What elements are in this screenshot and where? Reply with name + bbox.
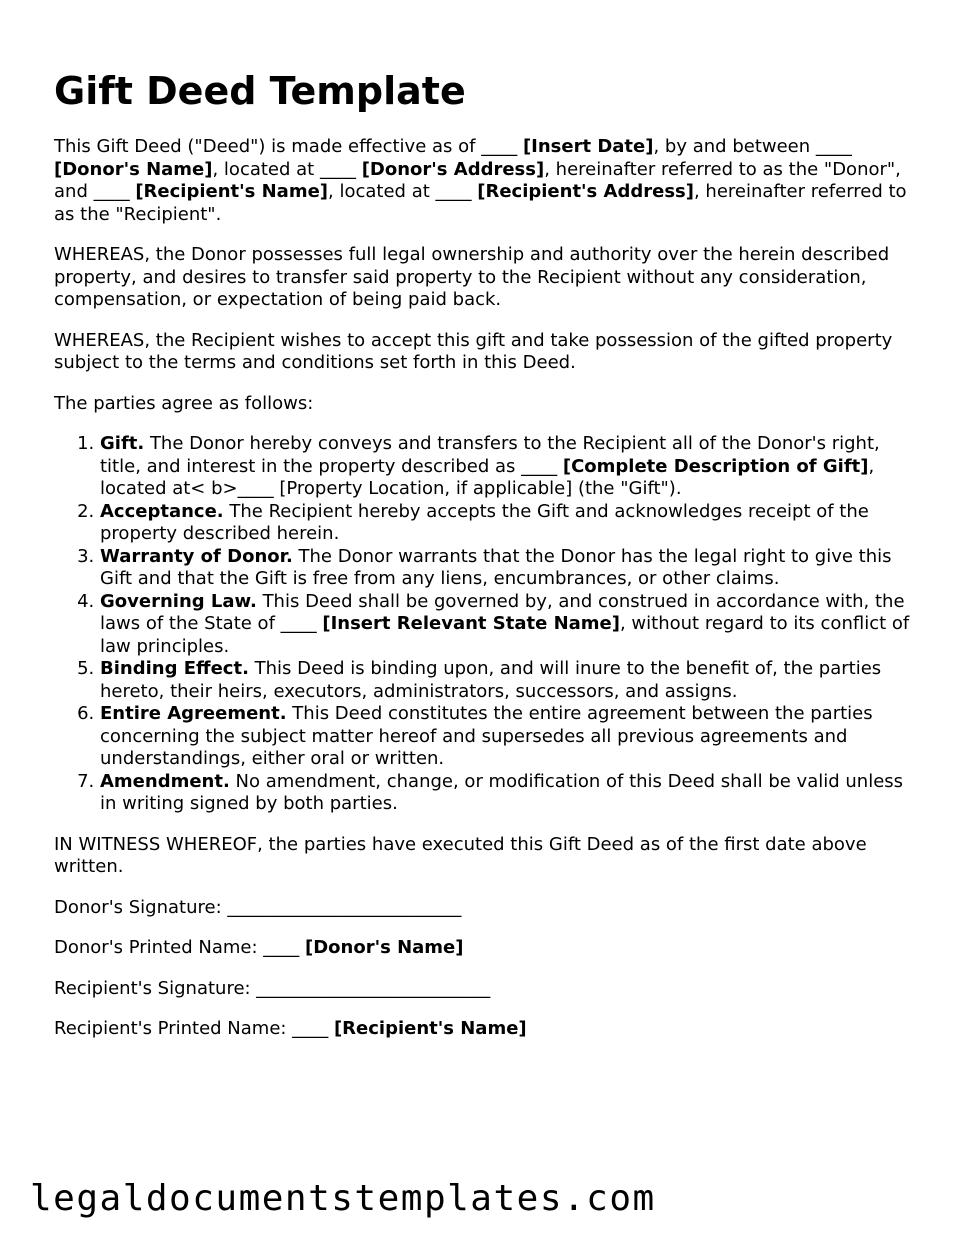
clause-gift bbox=[100, 433, 914, 501]
witness-paragraph: IN WITNESS WHEREOF, the parties have executed this Gift Deed as of the first date above written. bbox=[54, 833, 867, 877]
clause-text: This Deed constitutes the entire agreement between the parties concerning the subject matter hereof and supersedes all previous agreements and understandings, either oral or written. bbox=[100, 703, 873, 769]
clause-heading: Binding Effect. bbox=[100, 658, 249, 679]
intro-text-4: , hereinafter referred to as the "Donor", and ____ bbox=[54, 158, 901, 202]
clause-text: This Deed shall be governed by, and construed in accordance with, the laws of the State of ____ bbox=[100, 590, 905, 634]
intro-text-3: , located at ____ bbox=[212, 158, 362, 180]
clause-list bbox=[54, 433, 914, 816]
state-name-placeholder: [Insert Relevant State Name] bbox=[322, 613, 620, 634]
recipient-printed-name-line bbox=[54, 1018, 914, 1041]
clause-heading: Entire Agreement. bbox=[100, 703, 287, 724]
clause-binding-effect bbox=[100, 658, 914, 703]
clause-warranty bbox=[100, 546, 914, 591]
gift-description-placeholder: [Complete Description of Gift] bbox=[562, 455, 869, 477]
clause-text: The Recipient hereby accepts the Gift and acknowledges receipt of the property described herein. bbox=[100, 500, 869, 544]
clause-heading: Acceptance. bbox=[100, 500, 224, 522]
intro-recipient-address-placeholder: [Recipient's Address] bbox=[477, 181, 694, 202]
intro-recipient-name-placeholder: [Recipient's Name] bbox=[135, 181, 329, 202]
clause-text: , located at< b>____ [Property Location, if applicable] (the "Gift"). bbox=[100, 455, 875, 499]
intro-text-2: , by and between ____ bbox=[653, 136, 852, 157]
clause-entire-agreement bbox=[100, 703, 914, 771]
donor-signature-line: Donor's Signature: __________________________ bbox=[54, 896, 462, 918]
clause-governing-law bbox=[100, 591, 914, 659]
recipient-printed-name-placeholder: [Recipient's Name] bbox=[333, 1018, 527, 1039]
recipient-signature-line: Recipient's Signature: __________________________ bbox=[54, 977, 491, 999]
clause-heading: Governing Law. bbox=[100, 590, 257, 612]
whereas-recipient-paragraph: WHEREAS, the Recipient wishes to accept this gift and take possession of the gifted property subject to the terms and conditions set forth in this Deed. bbox=[54, 329, 893, 373]
clause-heading: Warranty of Donor. bbox=[100, 545, 293, 567]
whereas-donor-paragraph: WHEREAS, the Donor possesses full legal ownership and authority over the herein described property, and desires to transfer said property to the Recipient without any consideration, compensation, or expectation of being paid back. bbox=[54, 244, 890, 310]
clause-text: The Donor hereby conveys and transfers to the Recipient all of the Donor's right, title, and interest in the property described as ____ bbox=[100, 433, 880, 477]
document-page bbox=[54, 66, 914, 1059]
donor-printed-name-placeholder: [Donor's Name] bbox=[304, 937, 464, 958]
intro-text-6: , hereinafter referred to as the "Recipient". bbox=[54, 181, 907, 225]
intro-text-5: , located at ____ bbox=[328, 181, 478, 202]
agreement-intro: The parties agree as follows: bbox=[54, 392, 314, 414]
clause-text: The Donor warrants that the Donor has the legal right to give this Gift and that the Gift is free from any liens, encumbrances, or other claims. bbox=[100, 545, 892, 589]
recipient-printed-name-label: Recipient's Printed Name: ____ bbox=[54, 1018, 334, 1039]
donor-printed-name-line bbox=[54, 937, 914, 960]
clause-heading: Amendment. bbox=[100, 770, 230, 792]
intro-paragraph bbox=[54, 136, 914, 226]
donor-printed-name-label: Donor's Printed Name: ____ bbox=[54, 937, 305, 958]
clause-text: No amendment, change, or modification of this Deed shall be valid unless in writing signed by both parties. bbox=[100, 770, 904, 814]
clause-text: This Deed is binding upon, and will inure to the benefit of, the parties hereto, their heirs, executors, administrators, successors, and assigns. bbox=[100, 658, 882, 702]
clause-amendment bbox=[100, 771, 914, 816]
clause-acceptance bbox=[100, 501, 914, 546]
intro-donor-address-placeholder: [Donor's Address] bbox=[361, 158, 545, 180]
intro-date-placeholder: [Insert Date] bbox=[522, 136, 654, 157]
intro-donor-name-placeholder: [Donor's Name] bbox=[54, 158, 213, 180]
clause-heading: Gift. bbox=[100, 433, 145, 454]
intro-text-1: This Gift Deed ("Deed") is made effective as of ____ bbox=[54, 136, 523, 157]
footer-brand-text: legaldocumentstemplates.com bbox=[30, 1178, 656, 1219]
clause-text: , without regard to its conflict of law principles. bbox=[100, 613, 910, 657]
document-title: Gift Deed Template bbox=[54, 69, 466, 113]
